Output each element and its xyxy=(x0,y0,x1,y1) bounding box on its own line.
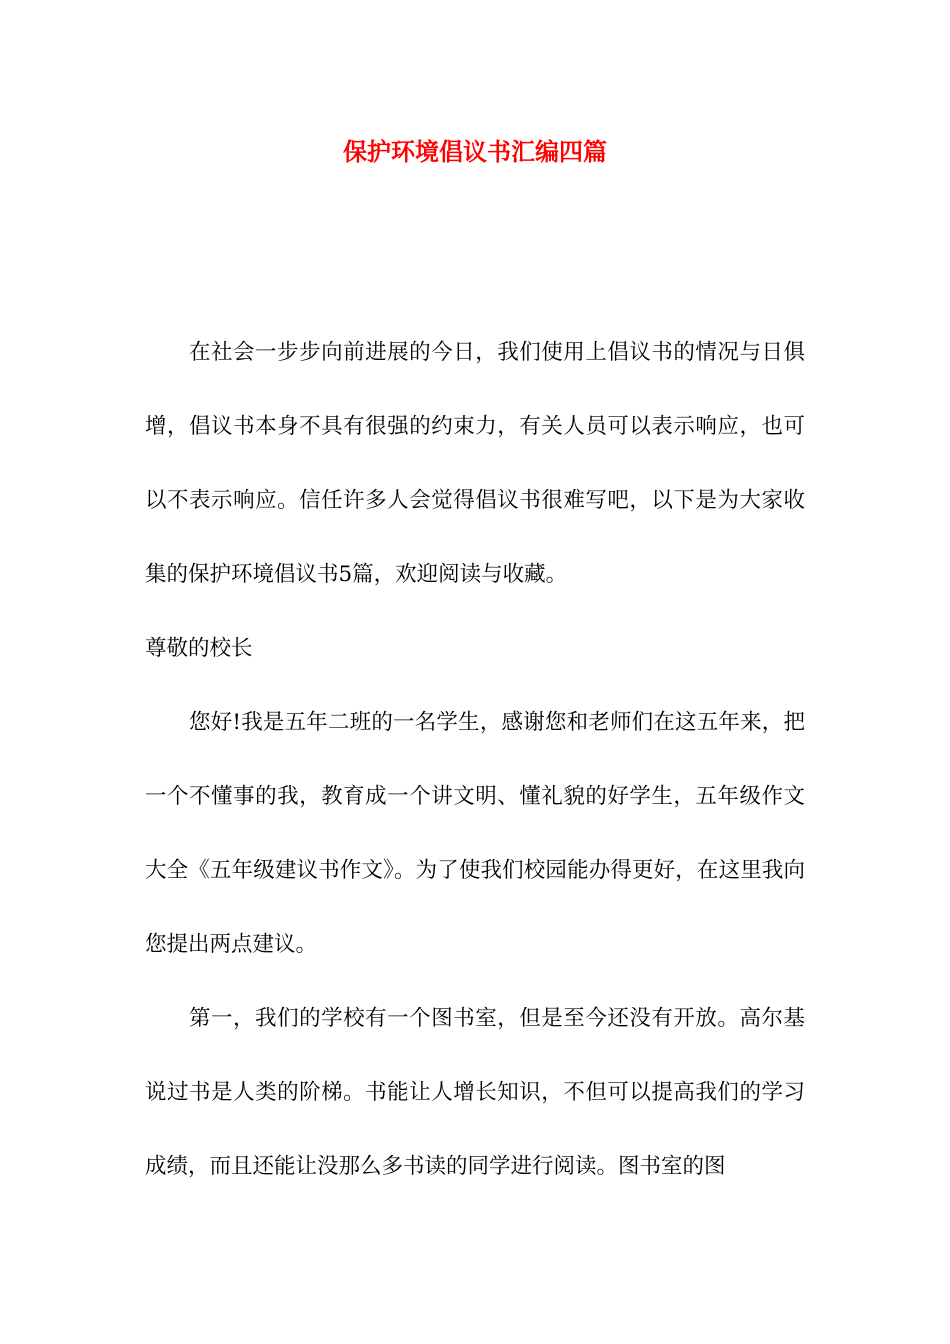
document-body xyxy=(145,316,805,1204)
paragraph-suggestion-one: 第一，我们的学校有一个图书室，但是至今还没有开放。高尔基说过书是人类的阶梯。书能让人增长知识，不但可以提高我们的学习成绩，而且还能让没那么多书读的同学进行阅读。图书室的图 xyxy=(145,1006,805,1179)
document-title: 保护环境倡议书汇编四篇 xyxy=(343,137,607,166)
paragraph-greeting: 您好!我是五年二班的一名学生，感谢您和老师们在这五年来，把一个不懂事的我，教育成一个讲文明、懂礼貌的好学生，五年级作文大全《五年级建议书作文》。为了使我们校园能办得更好，在这里我向您提出两点建议。 xyxy=(145,710,805,957)
paragraph-intro: 在社会一步步向前进展的今日，我们使用上倡议书的情况与日俱增，倡议书本身不具有很强的约束力，有关人员可以表示响应，也可以不表示响应。信任许多人会觉得倡议书很难写吧，以下是为大家收集的保护环境倡议书5篇，欢迎阅读与收藏。 xyxy=(145,340,805,587)
paragraph-salutation: 尊敬的校长 xyxy=(145,636,253,661)
